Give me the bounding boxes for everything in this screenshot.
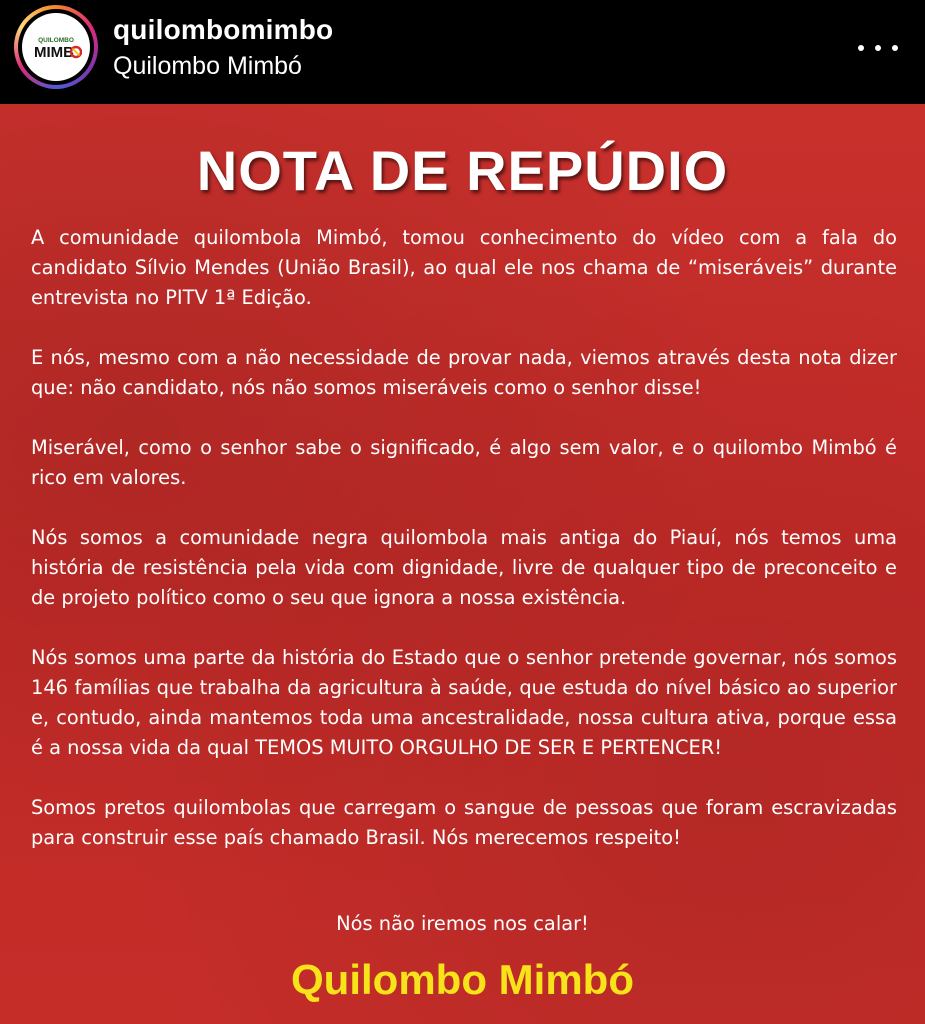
svg-text:MIMB: MIMB: [34, 44, 74, 61]
closing-line: Nós não iremos nos calar!: [336, 912, 589, 935]
paragraph: Nós somos a comunidade negra quilombola mais antiga do Piauí, nós temos uma história de resistência pela vida com dignidade, livre de qualquer tipo de preconceito e de projeto político como o seu que ignora a nossa existência.: [31, 526, 897, 609]
paragraph: E nós, mesmo com a não necessidade de provar nada, viemos através desta nota dizer que: não candidato, nós não somos miseráveis como o senhor disse!: [31, 346, 897, 399]
post-headline: NOTA DE REPÚDIO: [196, 139, 729, 202]
post-image: [0, 104, 925, 1024]
username-link[interactable]: quilombomimbo: [113, 14, 334, 45]
quilombo-mimbo-logo-icon: [30, 33, 82, 61]
paragraph: Nós somos uma parte da história do Estado que o senhor pretende governar, nós somos 146 famílias que trabalha da agricultura à saúde, que estuda do nível básico ao superior e, contudo, ainda mantemos toda uma ancestralidade, nossa cultura ativa, porque essa é a nossa vida da qual TEMOS MUITO ORGULHO DE SER E PERTENCER!: [31, 646, 897, 759]
signature: Quilombo Mimbó: [291, 956, 634, 1003]
post-header: [0, 0, 925, 104]
paragraph: A comunidade quilombola Mimbó, tomou conhecimento do vídeo com a fala do candidato Sílvio Mendes (União Brasil), ao qual ele nos chama de “miseráveis” durante entrevista no PITV 1ª Edição.: [31, 226, 897, 309]
display-name: Quilombo Mimbó: [113, 52, 302, 80]
avatar[interactable]: [14, 5, 98, 89]
paragraph: Miserável, como o senhor sabe o significado, é algo sem valor, e o quilombo Mimbó é rico em valores.: [31, 436, 897, 489]
svg-text:QUILOMBO: QUILOMBO: [38, 37, 74, 44]
paragraph: Somos pretos quilombolas que carregam o sangue de pessoas que foram escravizadas para construir esse país chamado Brasil. Nós merecemos respeito!: [31, 796, 897, 849]
post-body: [31, 223, 897, 883]
more-options-icon[interactable]: [858, 36, 898, 60]
